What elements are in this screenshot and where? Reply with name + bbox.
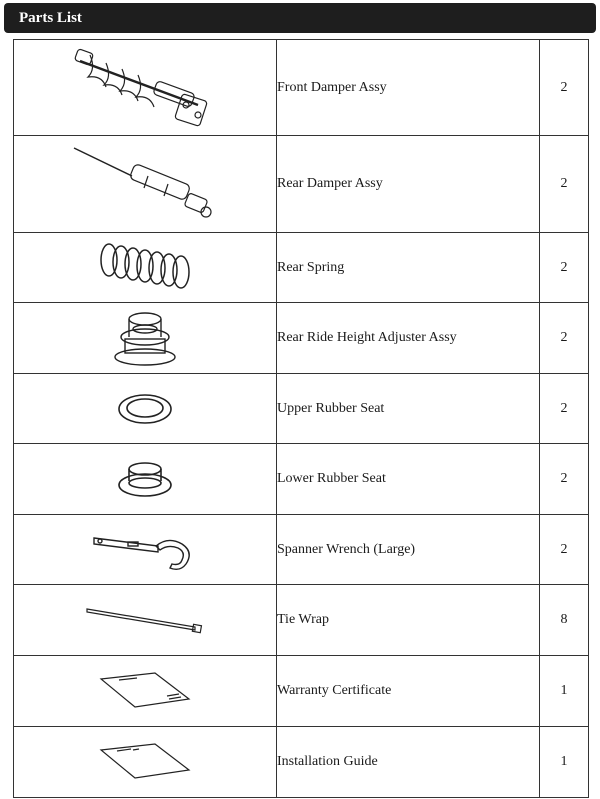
part-qty: 2 [540, 374, 589, 444]
spanner-wrench-icon [90, 528, 200, 572]
part-qty: 1 [540, 727, 589, 798]
parts-list-header [4, 3, 596, 33]
part-qty: 1 [540, 656, 589, 727]
table-row [14, 136, 589, 233]
table-row [14, 656, 589, 727]
table-row [14, 444, 589, 515]
page-title: Parts List [19, 10, 82, 26]
part-name: Rear Damper Assy [277, 136, 540, 233]
front-damper-icon [70, 43, 220, 133]
part-name: Rear Ride Height Adjuster Assy [277, 303, 540, 374]
table-row [14, 40, 589, 136]
upper-rubber-seat-icon [115, 389, 175, 429]
table-row [14, 727, 589, 798]
table-row [14, 515, 589, 585]
part-name: Upper Rubber Seat [277, 374, 540, 444]
part-qty: 2 [540, 40, 589, 136]
table-row [14, 585, 589, 656]
installation-guide-icon [97, 742, 193, 782]
part-name: Rear Spring [277, 233, 540, 303]
part-qty: 8 [540, 585, 589, 656]
part-qty: 2 [540, 303, 589, 374]
rear-damper-icon [70, 142, 220, 227]
part-qty: 2 [540, 136, 589, 233]
table-row [14, 303, 589, 374]
part-name: Tie Wrap [277, 585, 540, 656]
part-name: Spanner Wrench (Large) [277, 515, 540, 585]
table-row [14, 233, 589, 303]
part-name: Front Damper Assy [277, 40, 540, 136]
part-qty: 2 [540, 515, 589, 585]
part-qty: 2 [540, 233, 589, 303]
ride-height-adjuster-icon [110, 307, 180, 369]
part-qty: 2 [540, 444, 589, 515]
part-name: Lower Rubber Seat [277, 444, 540, 515]
table-row [14, 374, 589, 444]
tie-wrap-icon [85, 605, 205, 635]
parts-table [13, 39, 589, 798]
warranty-certificate-icon [97, 671, 193, 711]
spring-icon [95, 238, 195, 298]
part-name: Installation Guide [277, 727, 540, 798]
part-name: Warranty Certificate [277, 656, 540, 727]
lower-rubber-seat-icon [115, 457, 175, 501]
